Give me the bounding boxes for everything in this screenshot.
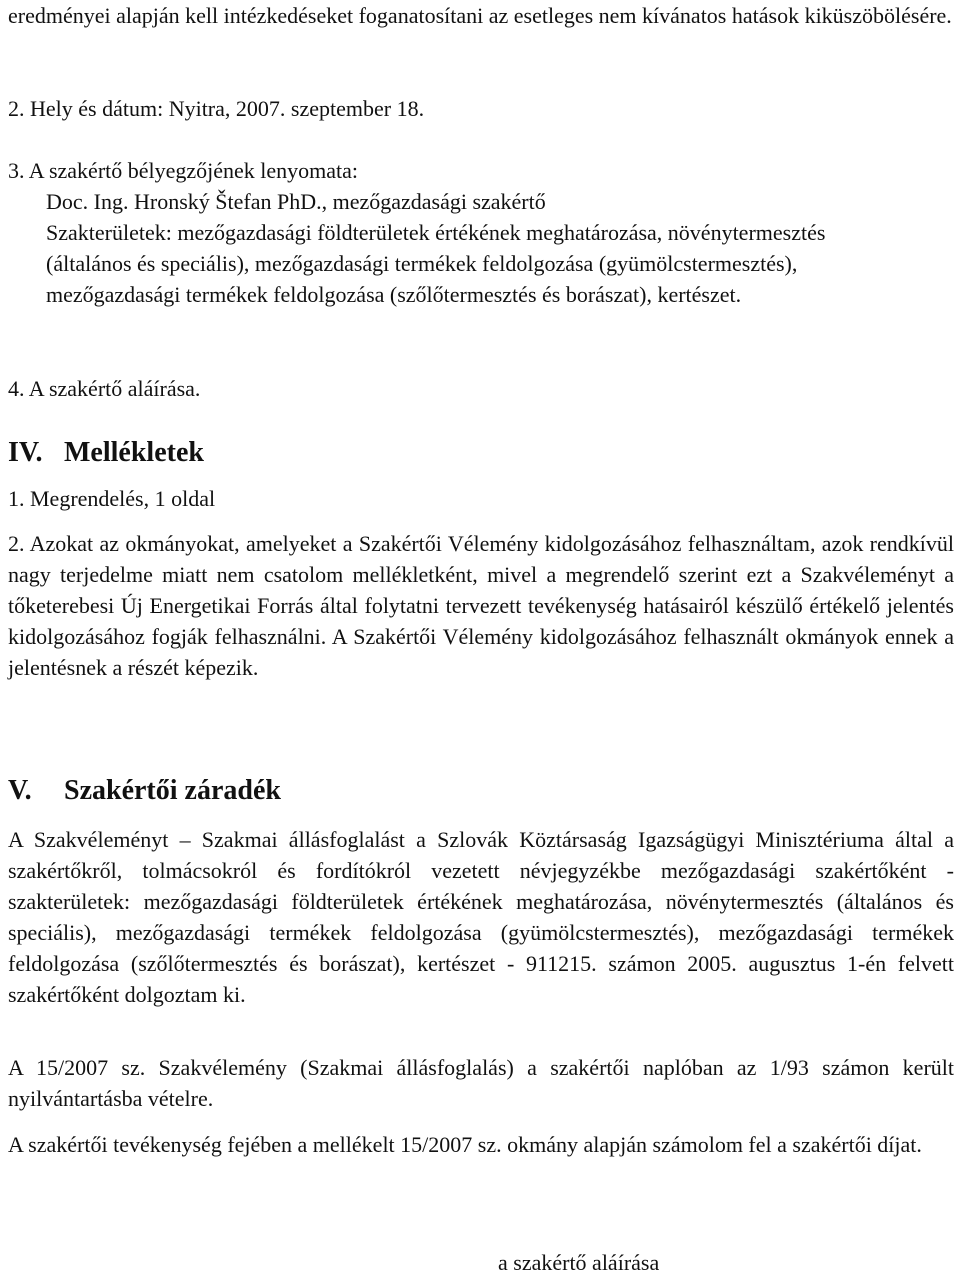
clause-paragraph-1: A Szakvéleményt – Szakmai állásfoglalást a Szlovák Köztársaság Igazságügyi Minisztériuma által a szakértőkről, tolmácsokról és fordítókról vezetett névjegyzékbe mezőgazdasági szakértőként - szakterületek: mezőgazdasági földterületek értékének meghatározása, növénytermesztés (általános és speciális), mezőgazdasági termékek feldolgozása (gyümölcstermesztés), mezőgazdasági termékek feldolgozása (szőlőtermesztés és borászat), kertészet - 911215. számon 2005. augusztus 1-én felvett szakértőként dolgoztam ki. xyxy=(8,827,954,1007)
section-number: IV. xyxy=(8,437,43,468)
signature-caption: a szakértő aláírása xyxy=(498,1250,660,1275)
clause-paragraph-2: A 15/2007 sz. Szakvélemény (Szakmai állásfoglalás) a szakértői naplóban az 1/93 számon került nyilvántartásba vételre. xyxy=(8,1055,954,1111)
attachment-item-1: 1. Megrendelés, 1 oldal xyxy=(8,486,216,511)
section-heading-clause xyxy=(8,774,281,808)
section-title: Szakértői záradék xyxy=(64,775,281,806)
attachment-item-2: 2. Azokat az okmányokat, amelyeket a Szakértői Vélemény kidolgozásához felhasználtam, azok rendkívül nagy terjedelme miatt nem csatolom mellékletként, mivel a megrendelő szerint ezt a Szakvéleményt a tőketerebesi Új Energetikai Forrás által folytatni tervezett tevékenység hatásairól készülő értékelő jelentés kidolgozásához fogják felhasználni. A Szakértői Vélemény kidolgozásához felhasznált okmányok ennek a jelentésnek a részét képezik. xyxy=(8,531,954,680)
section-heading-attachments xyxy=(8,436,204,470)
signature-item: 4. A szakértő aláírása. xyxy=(8,376,201,401)
stamp-block xyxy=(46,186,916,310)
stamp-fields: Szakterületek: mezőgazdasági földterületek értékének meghatározása, növénytermesztés (általános és speciális), mezőgazdasági termékek feldolgozása (gyümölcstermesztés), mezőgazdasági termékek feldolgozása (szőlőtermesztés és borászat), kertészet. xyxy=(46,220,826,307)
stamp-name: Doc. Ing. Hronský Štefan PhD., mezőgazdasági szakértő xyxy=(46,189,546,214)
stamp-title: 3. A szakértő bélyegzőjének lenyomata: xyxy=(8,158,359,183)
clause-paragraph-3: A szakértői tevékenység fejében a mellékelt 15/2007 sz. okmány alapján számolom fel a szakértői díjat. xyxy=(8,1132,922,1157)
section-number: V. xyxy=(8,775,32,806)
place-and-date: 2. Hely és dátum: Nyitra, 2007. szeptember 18. xyxy=(8,96,425,121)
section-title: Mellékletek xyxy=(64,437,204,468)
continuation-paragraph: eredményei alapján kell intézkedéseket foganatosítani az esetleges nem kívánatos hatások kiküszöbölésére. xyxy=(8,3,952,28)
